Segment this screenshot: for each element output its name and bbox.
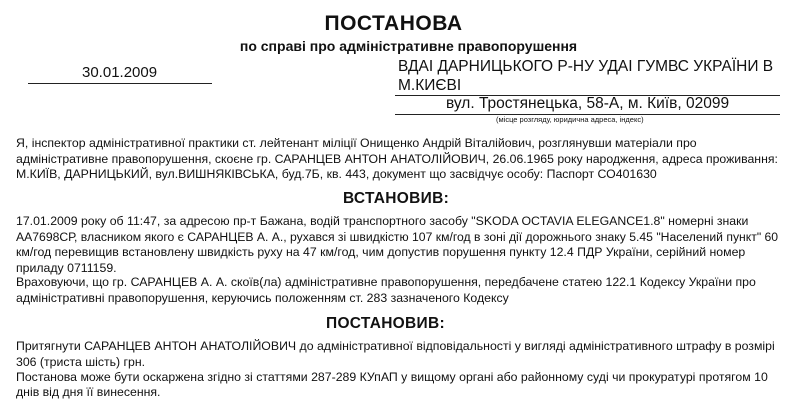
intro-line: Я, інспектор адміністративної практики ст. лейтенант міліції Онищенко Андрій Віталійович, розглянувши матеріали про: [16, 136, 697, 150]
considering-line: адміністративні правопорушення, керуючись положенням ст. 283 зазначеного Кодексу: [16, 290, 509, 305]
document-subtitle: по справі про адміністративне правопорушення: [239, 38, 578, 54]
penalty-line: 306 (триста шість) грн.: [16, 354, 146, 369]
penalty-line: Притягнути САРАНЦЕВ АНТОН АНАТОЛІЙОВИЧ до адміністративної відповідальності у вигляді адміністративного штрафу в розмірі: [16, 339, 775, 353]
date-underline: [28, 83, 212, 84]
authority-name-line1: ВДАІ ДАРНИЦЬКОГО Р-НУ УДАІ ГУМВС УКРАЇНИ В: [398, 58, 774, 75]
facts-line: км/год перевищив встановлену швидкість руху на 47 км/год, чим допустив порушення пункту 12.4 ПДР України, серійний номер: [16, 245, 746, 259]
established-heading: ВСТАНОВИВ:: [343, 190, 450, 207]
intro-line: М.КИЇВ, ДАРНИЦЬКИЙ, вул.ВИШНЯКІВСЬКА, буд.7Б, кв. 443, документ що засвідчує особу: Паспорт СО401630: [16, 167, 657, 181]
decision-date: 30.01.2009: [82, 64, 158, 81]
appeal-line: днів від дня її винесення.: [16, 385, 161, 399]
facts-line: АА7698СР, власником якого є САРАНЦЕВ А. А., рухався зі швидкістю 107 км/год в зоні дії дорожнього знаку 5.45 "Населений пункт" 60: [16, 229, 779, 244]
authority-name-line2: М.КИЄВІ: [398, 77, 462, 94]
facts-line: 17.01.2009 року об 11:47, за адресою пр-т Бажана, водій транспортного засобу "SKODA OCTAVIA ELEGANCE1.8" номерні знаки: [16, 214, 749, 228]
considering-line: Враховуючи, що гр. САРАНЦЕВ А. А. скоїв(ла) адміністративне правопорушення, передбачене статею 122.1 Кодексу України про: [16, 275, 756, 289]
appeal-line: Постанова може бути оскаржена згідно зі статтями 287-289 КУпАП у вищому органі або районному суді чи прокуратурі протягом 10: [16, 370, 768, 384]
decided-heading: ПОСТАНОВИВ:: [326, 315, 445, 332]
intro-line: адміністративне правопорушення, скоєне гр. САРАНЦЕВ АНТОН АНАТОЛІЙОВИЧ, 26.06.1965 року народження, адреса проживання:: [16, 151, 778, 166]
address-hint: (місце розгляду, юридична адреса, індекс): [496, 115, 644, 124]
authority-address: вул. Тростянецька, 58-А, м. Київ, 02099: [446, 95, 730, 112]
document-title: ПОСТАНОВА: [324, 12, 463, 35]
facts-line: приладу 0711159.: [16, 260, 117, 275]
